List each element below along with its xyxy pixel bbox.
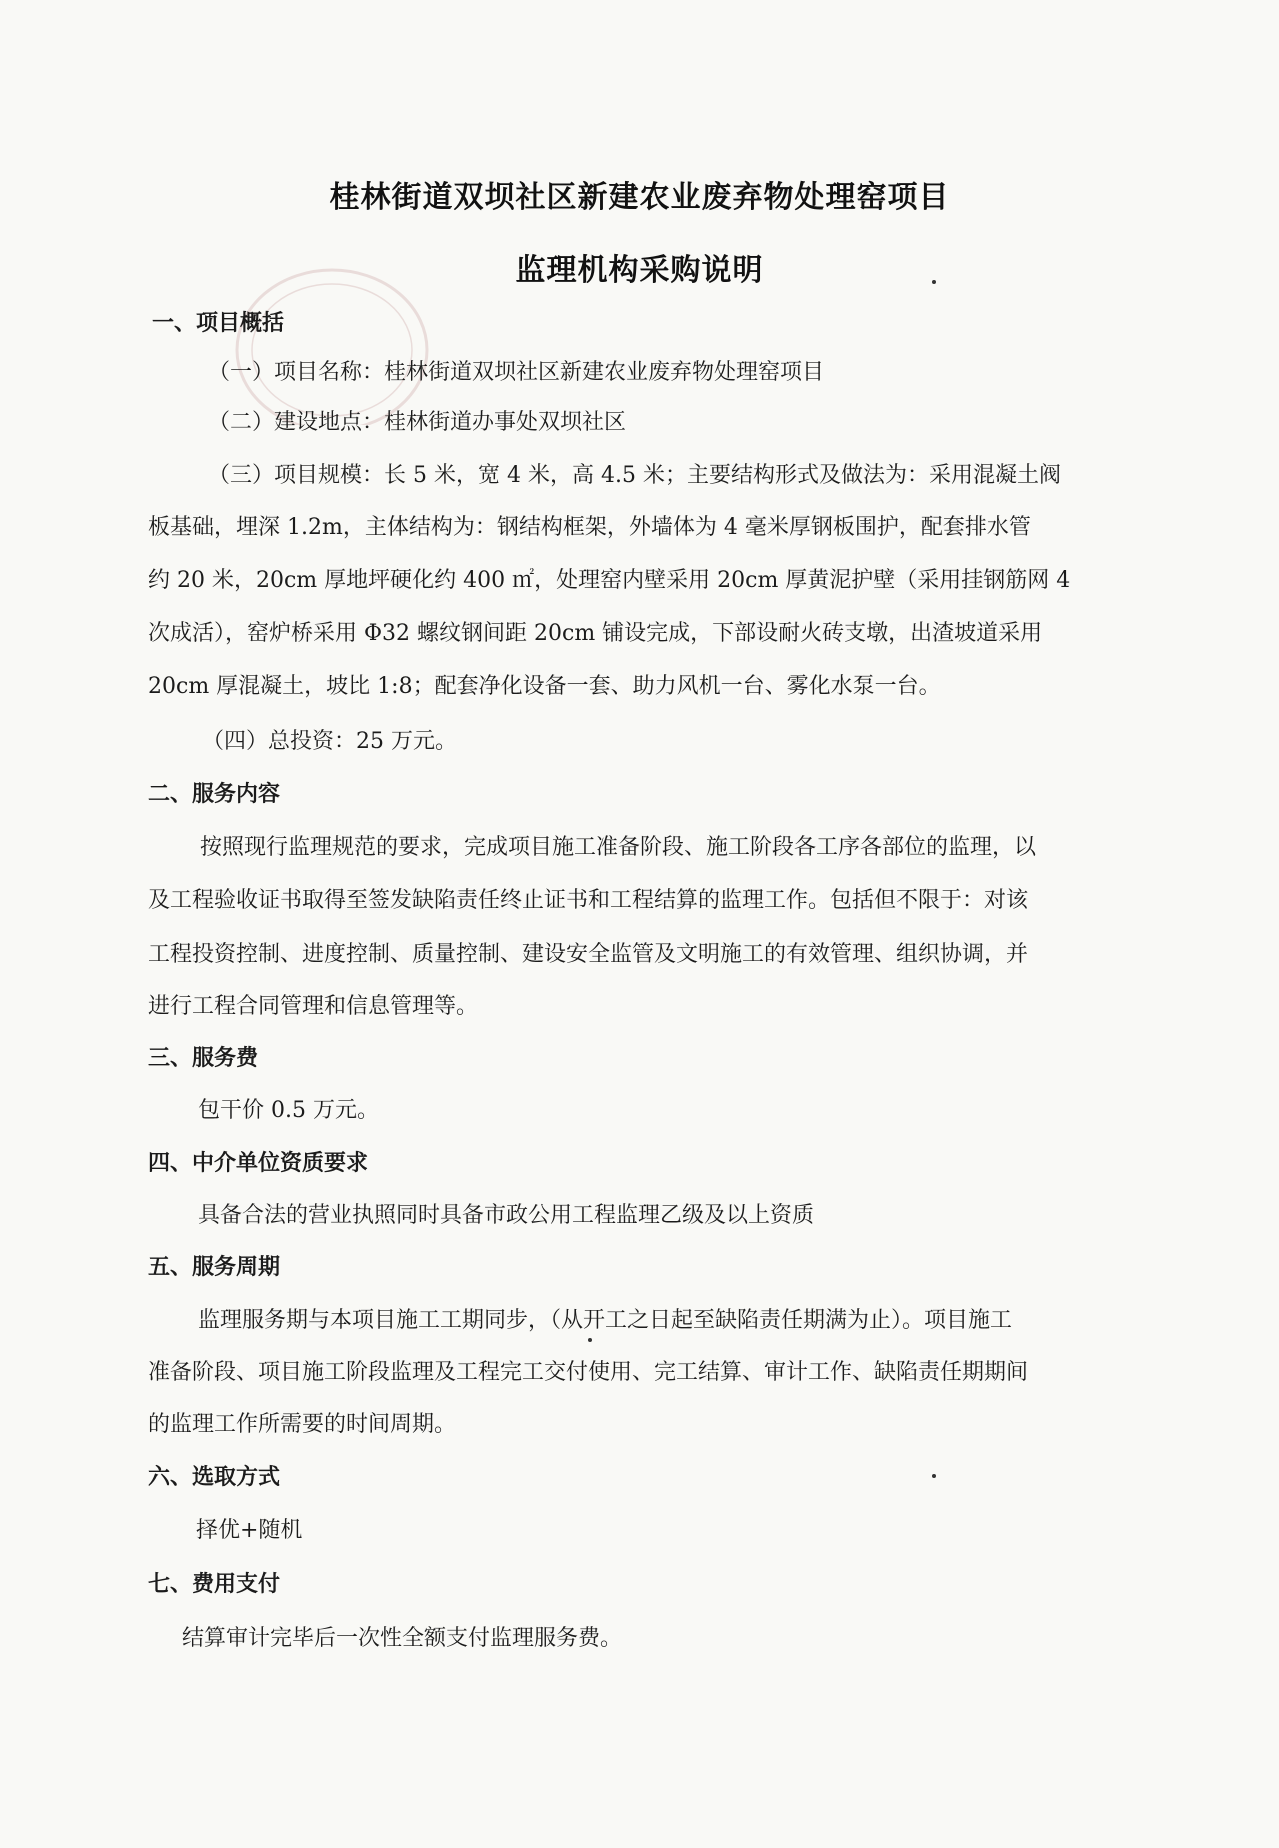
scan-speck	[932, 1474, 936, 1478]
section1-item1: （一）项目名称：桂林街道双坝社区新建农业废弃物处理窑项目	[208, 360, 825, 385]
scan-speck	[932, 280, 936, 284]
section2-heading: 二、服务内容	[148, 782, 281, 807]
section1-item3-line5: 20cm 厚混凝土，坡比 1:8；配套净化设备一套、助力风机一台、雾化水泵一台。	[148, 674, 941, 699]
section7-text: 结算审计完毕后一次性全额支付监理服务费。	[182, 1626, 623, 1651]
section7-heading: 七、费用支付	[148, 1572, 281, 1597]
document-subtitle: 监理机构采购说明	[515, 253, 764, 288]
section5-heading: 五、服务周期	[148, 1255, 281, 1280]
section2-line1: 按照现行监理规范的要求，完成项目施工准备阶段、施工阶段各工序各部位的监理，以	[200, 835, 1037, 860]
section1-heading: 一、项目概括	[152, 311, 285, 336]
section5-line2: 准备阶段、项目施工阶段监理及工程完工交付使用、完工结算、审计工作、缺陷责任期期间	[148, 1360, 1029, 1385]
section3-text: 包干价 0.5 万元。	[198, 1098, 379, 1123]
section4-text: 具备合法的营业执照同时具备市政公用工程监理乙级及以上资质	[198, 1203, 815, 1228]
section5-line1: 监理服务期与本项目施工工期同步，（从开工之日起至缺陷责任期满为止）。项目施工	[198, 1308, 1013, 1333]
scan-speck	[588, 1338, 592, 1342]
section2-line2: 及工程验收证书取得至签发缺陷责任终止证书和工程结算的监理工作。包括但不限于：对该	[148, 888, 1029, 913]
section1-item3-line2: 板基础，埋深 1.2m，主体结构为：钢结构框架，外墙体为 4 毫米厚钢板围护，配套排水管	[148, 515, 1031, 540]
section1-item3-line4: 次成活），窑炉桥采用 Φ32 螺纹钢间距 20cm 铺设完成，下部设耐火砖支墩，出渣坡道采用	[148, 621, 1043, 646]
section4-heading: 四、中介单位资质要求	[148, 1151, 369, 1176]
section2-line3: 工程投资控制、进度控制、质量控制、建设安全监管及文明施工的有效管理、组织协调，并	[148, 942, 1029, 967]
section6-text: 择优+随机	[196, 1518, 303, 1543]
document-title: 桂林街道双坝社区新建农业废弃物处理窑项目	[329, 180, 950, 215]
section1-item3-line3: 约 20 米，20cm 厚地坪硬化约 400 ㎡，处理窑内壁采用 20cm 厚黄泥护壁（采用挂钢筋网 4	[148, 568, 1071, 593]
section1-item3-line1: （三）项目规模：长 5 米，宽 4 米，高 4.5 米；主要结构形式及做法为：采用混凝土阀	[208, 463, 1061, 488]
section2-line4: 进行工程合同管理和信息管理等。	[148, 994, 479, 1019]
section6-heading: 六、选取方式	[148, 1465, 281, 1490]
section3-heading: 三、服务费	[148, 1046, 259, 1071]
section1-item2: （二）建设地点：桂林街道办事处双坝社区	[208, 410, 627, 435]
section1-item4: （四）总投资：25 万元。	[202, 729, 457, 754]
section5-line3: 的监理工作所需要的时间周期。	[148, 1412, 457, 1437]
